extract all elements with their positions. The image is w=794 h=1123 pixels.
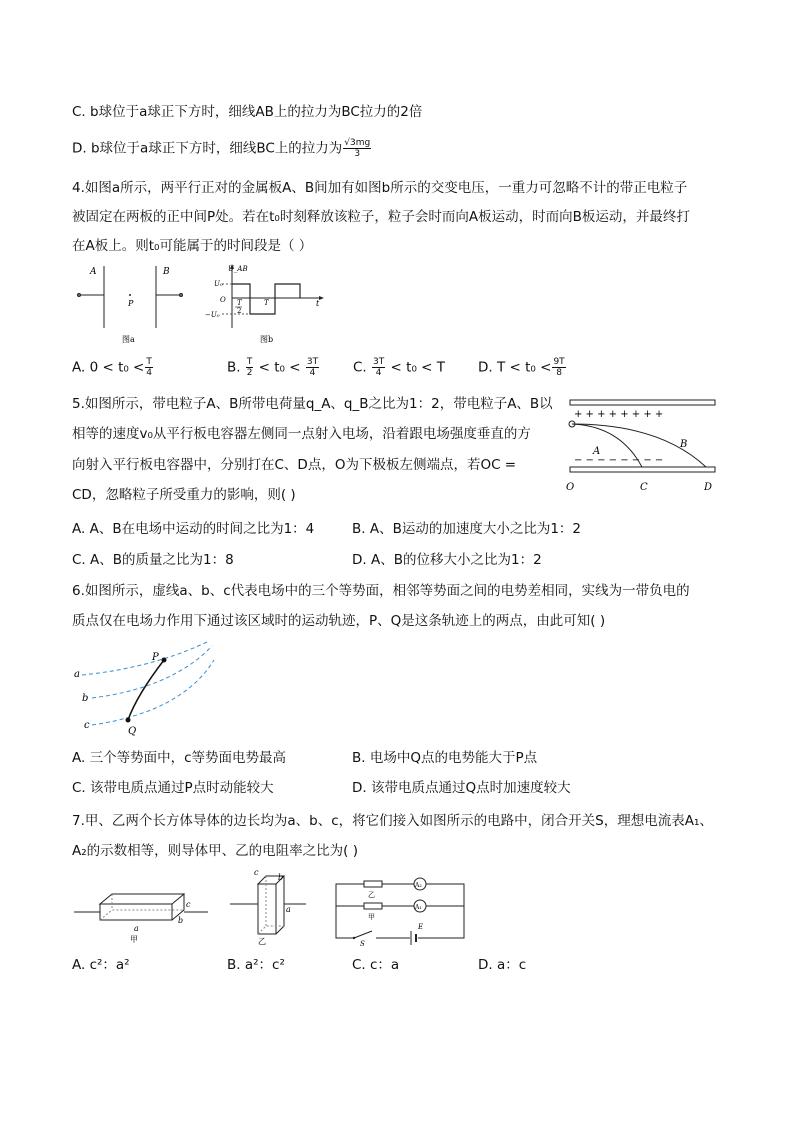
- fig7-jia-caption: 甲: [130, 935, 138, 944]
- q5-capacitor-figure: [560, 396, 725, 496]
- q7-option-b: B. a²：c²: [227, 957, 285, 973]
- q7-circuit-figure: [330, 876, 470, 946]
- q3-option-d: D. b球位于a球正下方时，细线BC上的拉力为 $\frac{√3mg}{3}$: [72, 138, 371, 159]
- q3-option-c: C. b球位于a球正下方时，细线AB上的拉力为BC拉力的2倍: [72, 104, 423, 120]
- fig7-yi-caption: 乙: [258, 937, 266, 946]
- fig4b-label-u0: U₀: [214, 280, 223, 288]
- q4-option-d: D. T < t₀ < $\frac{9T}{8}$: [478, 357, 565, 378]
- fig7-ammeter-a1: A₁: [415, 904, 422, 911]
- fig5-label-d: D: [704, 482, 713, 493]
- fig4b-caption: 图b: [260, 335, 274, 344]
- q5-stem-line1: 5.如图所示，带电粒子A、B所带电荷量q_A、q_B之比为1：2，带电粒子A、B以: [72, 396, 553, 412]
- fig4a-caption: 图a: [122, 335, 135, 344]
- fig5-label-b: B: [680, 439, 688, 450]
- fig7-yi-label-a: a: [286, 905, 291, 914]
- fig4b-label-half-t-den: 2: [237, 307, 242, 315]
- fig4a-label-a: A: [90, 267, 97, 277]
- q5-option-c: C. A、B的质量之比为1：8: [72, 552, 234, 568]
- q4-stem-line1: 4.如图a所示，两平行正对的金属板A、B间加有如图b所示的交变电压，一重力可忽略不计的带正电粒子: [72, 180, 688, 196]
- q5-option-a: A. A、B在电场中运动的时间之比为1：4: [72, 521, 315, 537]
- q4-stem-line2: 被固定在两板的正中间P处。若在t₀时刻释放该粒子，粒子会时而向A板运动，时而向B板运动，并最终打: [72, 209, 690, 225]
- q5-option-d: D. A、B的位移大小之比为1：2: [352, 552, 542, 568]
- q6-stem-line2: 质点仅在电场力作用下通过该区域时的运动轨迹，P、Q是这条轨迹上的两点，由此可知( ): [72, 613, 606, 629]
- q6-option-c: C. 该带电质点通过P点时动能较大: [72, 780, 274, 796]
- q5-option-b: B. A、B运动的加速度大小之比为1：2: [352, 521, 582, 537]
- q4-option-c: C. $\frac{3T}{4}$ < t₀ < T: [353, 357, 445, 378]
- fig4b-label-t: t: [316, 299, 320, 308]
- q4-option-b: B. $\frac{T}{2}$ < t₀ < $\frac{3T}{4}$: [227, 357, 319, 378]
- q3d-fraction: $\frac{√3mg}{3}$: [344, 138, 371, 159]
- fig7-circuit-jia: 甲: [368, 913, 375, 921]
- q5-stem-line3: 向射入平行板电容器中，分别打在C、D点，O为下极板左侧端点，若OC =: [72, 457, 517, 473]
- fig6-label-c: c: [84, 720, 90, 731]
- q6-option-d: D. 该带电质点通过Q点时加速度较大: [352, 780, 571, 796]
- q4-option-a: A. 0 < t₀ < $\frac{T}{4}$: [72, 357, 152, 378]
- fig6-label-p: P: [152, 652, 159, 663]
- fig7-yi-label-c: c: [254, 868, 259, 877]
- fig7-yi-label-b: b: [278, 873, 284, 882]
- fig7-circuit-yi: 乙: [368, 891, 375, 899]
- q7-conductor-jia-figure: [72, 880, 212, 948]
- fig4a-label-b: B: [163, 267, 170, 277]
- q7-option-c: C. c：a: [352, 957, 400, 973]
- fig5-minus-row: − − − − − − − −: [574, 455, 664, 466]
- q6-option-b: B. 电场中Q点的电势能大于P点: [352, 750, 538, 766]
- q7-conductor-yi-figure: [228, 866, 308, 948]
- fig7-emf-e: E: [418, 923, 424, 931]
- fig7-jia-label-b: b: [178, 916, 184, 925]
- q7-stem-line2: A₂的示数相等，则导体甲、乙的电阻率之比为( ): [72, 843, 358, 859]
- q7-stem-line1: 7.甲、乙两个长方体导体的边长均为a、b、c，将它们接入如图所示的电路中，闭合开关S，理想电流表A₁、: [72, 813, 713, 829]
- fig5-label-a: A: [593, 446, 601, 457]
- fig5-label-o: O: [566, 482, 575, 493]
- fig7-switch-s: S: [360, 940, 365, 946]
- fig5-label-c: C: [640, 482, 648, 493]
- q5-stem-line2: 相等的速度v₀从平行板电容器左侧同一点射入电场，沿着跟电场强度垂直的方: [72, 426, 531, 442]
- fig7-jia-label-a: a: [134, 924, 139, 933]
- fig4a-label-p: P: [128, 299, 134, 308]
- fig6-label-q: Q: [128, 726, 137, 737]
- fig4b-label-neg-u0: −U₀: [205, 311, 220, 319]
- fig5-plus-row: + + + + + + + +: [574, 409, 664, 420]
- q7-option-d: D. a：c: [478, 957, 527, 973]
- q4-figure-b: [200, 262, 330, 346]
- q4-stem-line3: 在A板上。则t₀可能属于的时间段是（ ）: [72, 238, 313, 254]
- fig4b-label-t-period: T: [264, 299, 269, 307]
- fig6-label-b: b: [82, 693, 89, 704]
- fig4b-label-o: O: [220, 296, 226, 304]
- q4-figure-a: [72, 262, 187, 346]
- fig4b-label-half-t-num: T: [237, 299, 242, 307]
- fig4b-label-uab: U_AB: [228, 265, 248, 273]
- fig7-jia-label-c: c: [186, 900, 191, 909]
- q7-option-a: A. c²：a²: [72, 957, 130, 973]
- q6-stem-line1: 6.如图所示，虚线a、b、c代表电场中的三个等势面，相邻等势面之间的电势差相同，实线为一带负电的: [72, 583, 690, 599]
- q5-stem-line4: CD，忽略粒子所受重力的影响，则( ): [72, 487, 296, 503]
- fig7-ammeter-a2: A₂: [415, 882, 422, 889]
- q6-equipotential-figure: [72, 640, 222, 740]
- q6-option-a: A. 三个等势面中，c等势面电势最高: [72, 750, 287, 766]
- fig6-label-a: a: [74, 669, 80, 680]
